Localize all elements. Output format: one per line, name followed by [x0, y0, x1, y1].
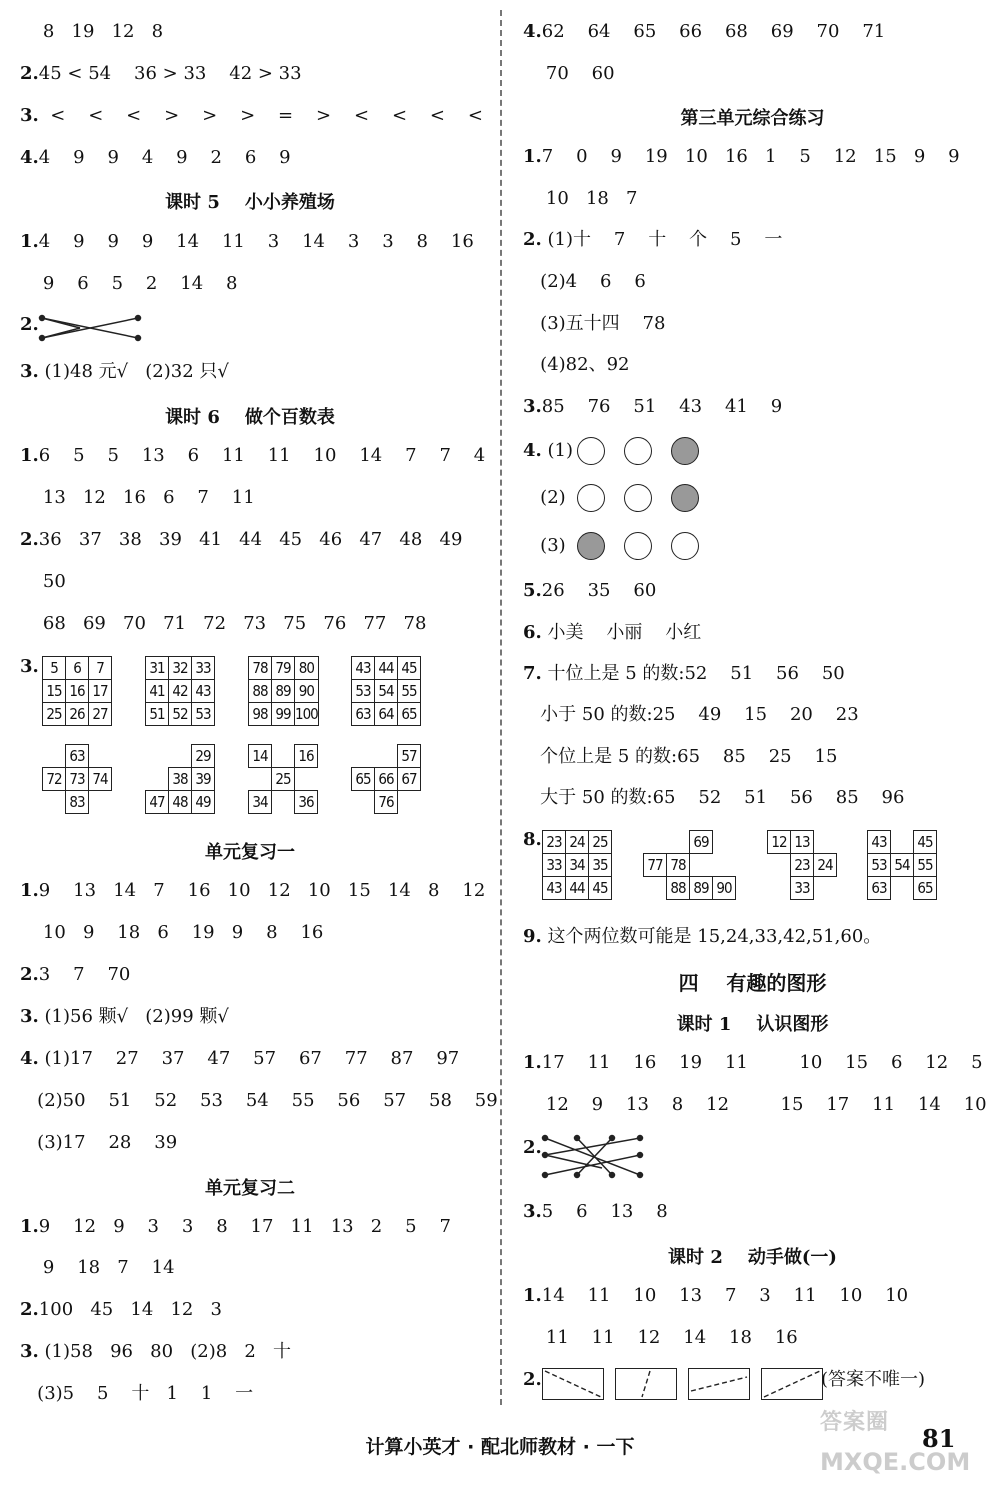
empty-cell — [814, 831, 837, 854]
empty-cell — [169, 745, 192, 768]
answer-line: 1.17 11 16 19 11 10 15 6 12 5 — [523, 1052, 983, 1073]
grid-cell: 76 — [375, 791, 398, 814]
grid-cell: 29 — [192, 745, 215, 768]
grid-cell: 41 — [146, 680, 169, 703]
grid-cell: 53 — [192, 703, 215, 726]
grid-cell: 27 — [89, 703, 112, 726]
grid-cell: 38 — [169, 768, 192, 791]
grid-cell: 100 — [295, 703, 319, 726]
number-grid — [248, 744, 318, 814]
grid-cell: 51 — [146, 703, 169, 726]
grid-cell: 54 — [375, 680, 398, 703]
empty-cell — [398, 791, 421, 814]
grid-cell: 45 — [914, 831, 937, 854]
grid-cell: 89 — [272, 680, 295, 703]
grid-cell: 43 — [543, 877, 566, 900]
grid-cell: 78 — [667, 854, 690, 877]
grid-cell: 25 — [589, 831, 612, 854]
empty-cell — [644, 831, 667, 854]
answer-line: (3)五十四 78 — [523, 313, 666, 334]
grid-cell: 74 — [89, 768, 112, 791]
section-heading: 课时 5 小小养殖场 — [165, 192, 335, 213]
empty-cell — [146, 768, 169, 791]
grid-cell: 77 — [644, 854, 667, 877]
empty-cell — [768, 854, 791, 877]
empty-cell — [43, 791, 66, 814]
grid-cell: 48 — [169, 791, 192, 814]
answer-line: 10 18 7 — [523, 188, 638, 209]
divided-rectangle — [761, 1368, 823, 1400]
grid-cell: 35 — [589, 854, 612, 877]
grid-cell: 23 — [543, 831, 566, 854]
empty-cell — [89, 745, 112, 768]
grid-cell: 57 — [398, 745, 421, 768]
section-heading: 第三单元综合练习 — [680, 108, 825, 129]
section-heading: 课时 6 做个百数表 — [165, 407, 335, 428]
answer-line: (2)4 6 6 — [523, 271, 646, 292]
section-heading: 课时 1 认识图形 — [676, 1014, 829, 1035]
grid-cell: 55 — [398, 680, 421, 703]
grid-cell: 24 — [566, 831, 589, 854]
empty-cell — [272, 791, 295, 814]
answer-line: (3) — [523, 535, 566, 556]
grid-cell: 36 — [295, 791, 318, 814]
grid-cell: 78 — [249, 657, 272, 680]
grid-cell: 90 — [295, 680, 319, 703]
answer-line: 大于 50 的数:65 52 51 56 85 96 — [523, 787, 905, 808]
grid-cell: 90 — [713, 877, 736, 900]
grid-cell: 72 — [43, 768, 66, 791]
grid-cell: 43 — [868, 831, 891, 854]
grid-cell: 83 — [66, 791, 89, 814]
empty-cell — [146, 745, 169, 768]
empty-circle — [577, 484, 605, 512]
grid-cell: 26 — [66, 703, 89, 726]
grid-cell: 66 — [375, 768, 398, 791]
divided-rectangle — [615, 1368, 677, 1400]
book-title-footer: 计算小英才 · 配北师教材 · 一下 — [365, 1436, 635, 1458]
answer-line: 2.3 7 70 — [20, 964, 131, 985]
empty-cell — [891, 877, 914, 900]
grid-cell: 31 — [146, 657, 169, 680]
answer-line: 个位上是 5 的数:65 85 25 15 — [523, 746, 838, 767]
filled-circle — [577, 532, 605, 560]
answer-line: 1.9 12 9 3 3 8 17 11 13 2 5 7 — [20, 1216, 451, 1237]
grid-cell: 16 — [295, 745, 318, 768]
answer-line: 9 18 7 14 — [20, 1257, 175, 1278]
grid-cell: 13 — [791, 831, 814, 854]
number-grid — [867, 830, 937, 900]
answer-line: 3.5 6 13 8 — [523, 1201, 668, 1222]
grid-cell: 69 — [690, 831, 713, 854]
answer-line: 4. (1)17 27 37 47 57 67 77 87 97 — [20, 1048, 460, 1069]
grid-cell: 16 — [66, 680, 89, 703]
answer-line: 2.100 45 14 12 3 — [20, 1299, 222, 1320]
answer-line: 11 11 12 14 18 16 — [523, 1327, 798, 1348]
empty-circle — [624, 484, 652, 512]
answer-line: 70 60 — [523, 63, 615, 84]
filled-circle — [671, 484, 699, 512]
answer-line: 6. 小美 小丽 小红 — [523, 622, 702, 643]
number-grid — [42, 744, 112, 814]
empty-cell — [667, 831, 690, 854]
grid-cell: 63 — [352, 703, 375, 726]
answer-line: 4. (1) — [523, 440, 574, 461]
answer-line: 9 6 5 2 14 8 — [20, 273, 238, 294]
grid-cell: 65 — [398, 703, 421, 726]
grid-cell: 64 — [375, 703, 398, 726]
grid-cell: 88 — [249, 680, 272, 703]
matching-lines-diagram — [542, 1133, 652, 1183]
answer-line: (3)5 5 十 1 1 一 — [20, 1383, 254, 1404]
answer-line: 4.62 64 65 66 68 69 70 71 — [523, 21, 886, 42]
answer-line: 4.4 9 9 4 9 2 6 9 — [20, 147, 291, 168]
empty-cell — [713, 831, 736, 854]
grid-cell: 33 — [791, 877, 814, 900]
page-number: 81 — [922, 1424, 956, 1453]
answer-line: 10 9 18 6 19 9 8 16 — [20, 922, 324, 943]
grid-cell: 33 — [192, 657, 215, 680]
empty-cell — [375, 745, 398, 768]
answer-line: 8. — [523, 829, 542, 850]
answer-line: 2. (1)十 7 十 个 5 一 — [523, 229, 783, 250]
grid-cell: 5 — [43, 657, 66, 680]
grid-cell: 39 — [192, 768, 215, 791]
grid-cell: 99 — [272, 703, 295, 726]
grid-cell: 24 — [814, 854, 837, 877]
answer-line: 12 9 13 8 12 15 17 11 14 10 — [523, 1094, 987, 1115]
grid-cell: 25 — [272, 768, 295, 791]
grid-cell: 15 — [43, 680, 66, 703]
answer-line: (3)17 28 39 — [20, 1132, 178, 1153]
grid-cell: 89 — [690, 877, 713, 900]
answer-line: (2) — [523, 487, 566, 508]
answer-line: 50 — [20, 571, 66, 592]
answer-line: 68 69 70 71 72 73 75 76 77 78 — [20, 613, 427, 634]
grid-cell: 63 — [66, 745, 89, 768]
grid-cell: 6 — [66, 657, 89, 680]
number-grid — [542, 830, 612, 900]
empty-cell — [295, 768, 318, 791]
empty-circle — [577, 437, 605, 465]
grid-cell: 47 — [146, 791, 169, 814]
answer-line: 3. (1)58 96 80 (2)8 2 十 — [20, 1341, 291, 1362]
grid-cell: 7 — [89, 657, 112, 680]
grid-cell: 79 — [272, 657, 295, 680]
grid-cell: 44 — [375, 657, 398, 680]
empty-cell — [352, 745, 375, 768]
grid-cell: 67 — [398, 768, 421, 791]
grid-cell: 80 — [295, 657, 319, 680]
note-text: (答案不唯一) — [821, 1369, 926, 1390]
number-grid — [643, 830, 736, 900]
empty-circle — [624, 437, 652, 465]
grid-cell: 63 — [868, 877, 891, 900]
answer-line: 1.14 11 10 13 7 3 11 10 10 — [523, 1285, 909, 1306]
answer-line: 小于 50 的数:25 49 15 20 23 — [523, 704, 859, 725]
answer-line: 9. 这个两位数可能是 15,24,33,42,51,60。 — [523, 926, 882, 947]
empty-cell — [814, 877, 837, 900]
answer-line: 1.7 0 9 19 10 16 1 5 12 15 9 9 — [523, 146, 960, 167]
answer-line: 3. (1)56 颗√ (2)99 颗√ — [20, 1006, 229, 1027]
grid-cell: 45 — [589, 877, 612, 900]
number-grid — [767, 830, 837, 900]
empty-cell — [713, 854, 736, 877]
answer-line: 2.36 37 38 39 41 44 45 46 47 48 49 — [20, 529, 463, 550]
answer-line: 3.85 76 51 43 41 9 — [523, 396, 783, 417]
answer-line: 5.26 35 60 — [523, 580, 657, 601]
grid-cell: 25 — [43, 703, 66, 726]
grid-cell: 43 — [352, 657, 375, 680]
grid-cell: 23 — [791, 854, 814, 877]
empty-circle — [671, 532, 699, 560]
empty-circle — [624, 532, 652, 560]
empty-cell — [690, 854, 713, 877]
number-grid — [248, 656, 319, 726]
section-heading: 课时 2 动手做(一) — [668, 1247, 837, 1268]
section-heading: 单元复习一 — [205, 842, 295, 863]
grid-cell: 65 — [352, 768, 375, 791]
number-grid — [145, 744, 215, 814]
answer-line: 1.4 9 9 9 14 11 3 14 3 3 8 16 — [20, 231, 474, 252]
watermark: 答案圈 — [820, 1410, 890, 1435]
grid-cell: 53 — [868, 854, 891, 877]
chapter-heading: 四 有趣的图形 — [678, 971, 827, 995]
number-grid — [351, 656, 421, 726]
empty-cell — [768, 877, 791, 900]
grid-cell: 49 — [192, 791, 215, 814]
answer-line: 2. — [20, 314, 39, 335]
grid-cell: 33 — [543, 854, 566, 877]
answer-line: 3. (1)48 元√ (2)32 只√ — [20, 361, 229, 382]
grid-cell: 54 — [891, 854, 914, 877]
answer-line: 8 19 12 8 — [20, 21, 164, 42]
number-grid — [42, 656, 112, 726]
grid-cell: 52 — [169, 703, 192, 726]
grid-cell: 17 — [89, 680, 112, 703]
number-grid — [145, 656, 215, 726]
empty-cell — [352, 791, 375, 814]
answer-line: (2)50 51 52 53 54 55 56 57 58 59 — [20, 1090, 498, 1111]
grid-cell: 34 — [249, 791, 272, 814]
filled-circle — [671, 437, 699, 465]
answer-line: 7. 十位上是 5 的数:52 51 56 50 — [523, 663, 845, 684]
grid-cell: 53 — [352, 680, 375, 703]
answer-line: 2.45 < 54 36 > 33 42 > 33 — [20, 63, 302, 84]
watermark-url: MXQE.COM — [820, 1448, 971, 1476]
grid-cell: 88 — [667, 877, 690, 900]
grid-cell: 34 — [566, 854, 589, 877]
grid-cell: 42 — [169, 680, 192, 703]
empty-cell — [89, 791, 112, 814]
answer-line: 3. < < < > > > = > < < < < — [20, 105, 483, 126]
empty-cell — [644, 877, 667, 900]
grid-cell: 98 — [249, 703, 272, 726]
grid-cell: 32 — [169, 657, 192, 680]
grid-cell: 55 — [914, 854, 937, 877]
empty-cell — [272, 745, 295, 768]
empty-cell — [43, 745, 66, 768]
answer-line: 2. — [523, 1137, 542, 1158]
number-grid — [351, 744, 421, 814]
grid-cell: 45 — [398, 657, 421, 680]
answer-line: 13 12 16 6 7 11 — [20, 487, 255, 508]
grid-cell: 43 — [192, 680, 215, 703]
empty-cell — [891, 831, 914, 854]
answer-line: 1.9 13 14 7 16 10 12 10 15 14 8 12 — [20, 880, 486, 901]
grid-cell: 12 — [768, 831, 791, 854]
grid-cell: 44 — [566, 877, 589, 900]
section-heading: 单元复习二 — [205, 1178, 295, 1199]
answer-line: (4)82、92 — [523, 354, 630, 375]
divided-rectangle — [542, 1368, 604, 1400]
answer-line: 3. — [20, 656, 39, 677]
grid-cell: 14 — [249, 745, 272, 768]
divided-rectangle — [688, 1368, 750, 1400]
grid-cell: 73 — [66, 768, 89, 791]
matching-lines-diagram — [40, 310, 150, 344]
answer-line: 2. — [523, 1369, 542, 1390]
answer-line: 1.6 5 5 13 6 11 11 10 14 7 7 4 — [20, 445, 486, 466]
empty-cell — [249, 768, 272, 791]
column-divider — [500, 10, 502, 1405]
grid-cell: 65 — [914, 877, 937, 900]
